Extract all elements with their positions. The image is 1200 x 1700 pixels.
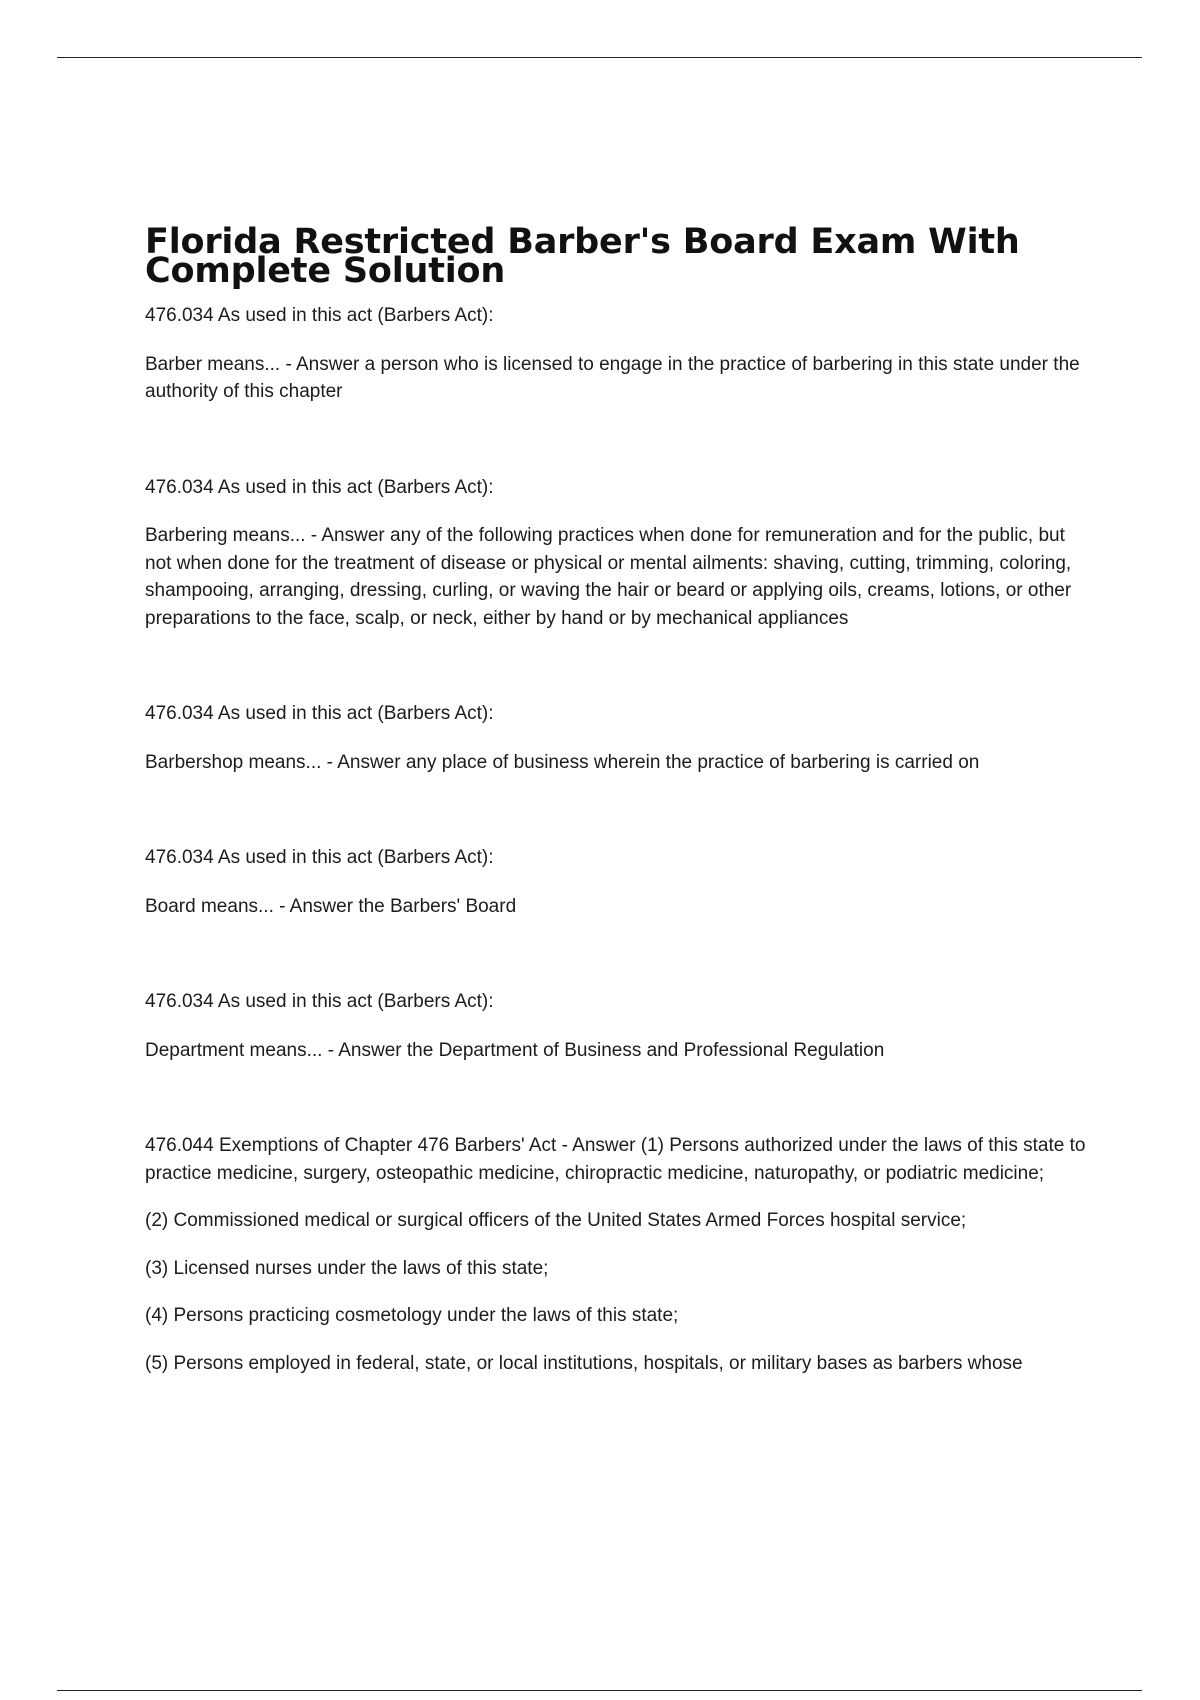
exemption-item: (5) Persons employed in federal, state, or local institutions, hospitals, or military bases as barbers whose [145, 1352, 1023, 1374]
footer-rule [57, 1690, 1142, 1691]
exemption-item: (4) Persons practicing cosmetology under the laws of this state; [145, 1305, 679, 1326]
exemption-item: (2) Commissioned medical or surgical officers of the United States Armed Forces hospital service; [145, 1210, 967, 1231]
entry-question: 476.034 As used in this act (Barbers Act): [145, 703, 494, 724]
exemptions-lead: 476.044 Exemptions of Chapter 476 Barbers' Act - Answer (1) Persons authorized under the laws of this state to practice medicine, surgery, osteopathic medicine, chiropractic medicine, naturopathy, or podiatric medicine; [145, 1135, 1086, 1184]
entry-answer: Barber means... - Answer a person who is licensed to engage in the practice of barbering in this state under the authority of this chapter [145, 353, 1080, 402]
qa-entry [145, 302, 1090, 406]
document-body [145, 222, 1090, 1397]
header-rule [57, 57, 1142, 58]
entry-question: 476.034 As used in this act (Barbers Act): [145, 476, 494, 498]
entry-answer: Barbering means... - Answer any of the following practices when done for remuneration and for the public, but not when done for the treatment of disease or physical or mental ailments: shaving, cutting, trimming, coloring, shampooing, arranging, dressing, curling, or waving the hair or beard or applying oils, creams, lotions, or other preparations to the face, scalp, or neck, either by hand or by mechanical appliances [145, 525, 1072, 629]
entry-answer: Department means... - Answer the Department of Business and Professional Regulation [145, 1039, 885, 1061]
qa-entry [145, 474, 1090, 633]
entry-question: 476.034 As used in this act (Barbers Act): [145, 847, 494, 868]
qa-entry [145, 844, 1090, 920]
qa-entry [145, 700, 1090, 776]
document-title: Florida Restricted Barber's Board Exam With Complete Solution [145, 222, 1020, 291]
exemption-item: (3) Licensed nurses under the laws of this state; [145, 1257, 549, 1279]
entry-question: 476.034 As used in this act (Barbers Act): [145, 991, 494, 1012]
entry-question: 476.034 As used in this act (Barbers Act): [145, 305, 494, 326]
entry-answer: Barbershop means... - Answer any place of business wherein the practice of barbering is carried on [145, 751, 980, 773]
qa-entry [145, 988, 1090, 1064]
exemptions-entry [145, 1132, 1090, 1377]
entry-answer: Board means... - Answer the Barbers' Board [145, 895, 517, 917]
